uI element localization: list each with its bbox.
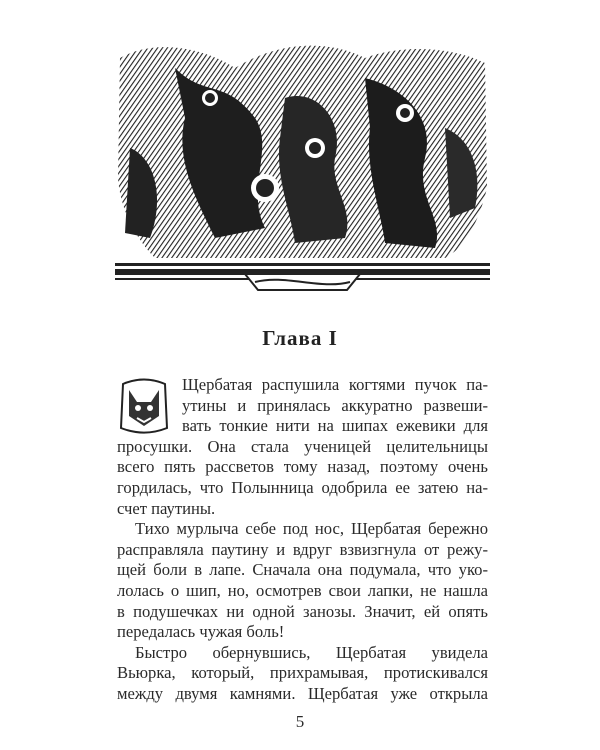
text-line: Вьюрка, который, прихрамывая, протискивался (117, 663, 488, 683)
text-line: всего пять рассветов тому назад, поэтому очень (117, 457, 488, 477)
text-line: расправляла паутину и вдруг взвизгнула от режу- (117, 539, 488, 559)
chapter-illustration-cats (115, 38, 490, 300)
text-line: счет паутины. (117, 498, 216, 518)
chapter-title: Глава I (262, 326, 338, 350)
text-line: лолась о шип, но, осмотрев свои лапки, не нашла (117, 581, 488, 600)
text-line: вать тонкие нити на шипах ежевики для (182, 416, 488, 436)
text-line: щей боли в лапе. Сначала она подумала, что уко- (117, 560, 488, 580)
text-line: Щербатая распушила когтями пучок па- (182, 375, 488, 394)
cat-face-drop-cap-icon (117, 378, 171, 436)
cats-drawing (118, 46, 487, 258)
ornamental-band (115, 263, 490, 290)
text-line: в подушечках ни одной занозы. Значит, ей опять (117, 601, 488, 621)
text-line: просушки. Она стала ученицей целительницы (117, 436, 488, 456)
text-line: передалась чужая боль! (117, 622, 285, 642)
page-number: 5 (295, 712, 305, 731)
text-line: Быстро обернувшись, Щербатая увидела (135, 642, 488, 662)
text-line: Тихо мурлыча себе под нос, Щербатая бережно (135, 519, 488, 539)
text-line: гордилась, что Полынница одобрила ее затею на- (117, 478, 488, 497)
text-line: утины и принялась аккуратно развеши- (182, 395, 488, 415)
text-line: между двумя камнями. Щербатая уже открыла (117, 684, 488, 703)
